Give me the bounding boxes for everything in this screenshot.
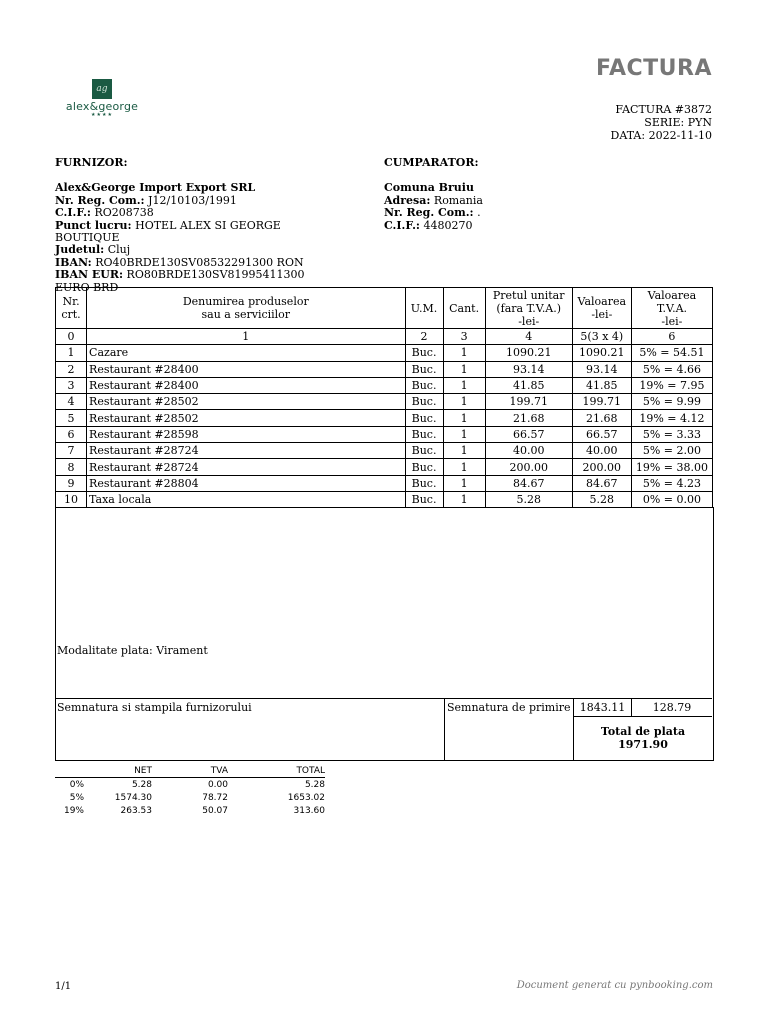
cell-name: Restaurant #28598 xyxy=(87,426,405,442)
invoice-series: SERIE: PYN xyxy=(644,116,712,129)
logo-mark-icon: ag xyxy=(92,79,112,99)
generated-by: Document generat cu pynbooking.com xyxy=(516,980,713,991)
vat-cell: 1574.30 xyxy=(114,792,152,803)
index-cell: 3 xyxy=(443,329,485,345)
cell-nr: 9 xyxy=(56,475,87,491)
cell-name: Restaurant #28400 xyxy=(87,361,405,377)
cell-price: 40.00 xyxy=(485,443,572,459)
cell-vat: 5% = 54.51 xyxy=(631,345,712,361)
vat-cell: 19% xyxy=(63,805,84,816)
vat-cell: 78.72 xyxy=(202,792,228,803)
total-value: 1971.90 xyxy=(618,738,668,751)
table-row xyxy=(56,345,713,361)
cell-name: Restaurant #28400 xyxy=(87,377,405,393)
supplier-iban-eur-value: RO80BRDE130SV81995411300 EURO BRD xyxy=(55,268,305,294)
vat-header-cell: TVA xyxy=(152,764,228,778)
cell-price: 200.00 xyxy=(485,459,572,475)
buyer-address-label: Adresa: xyxy=(384,193,431,207)
cell-value: 84.67 xyxy=(572,475,631,491)
cell-um: Buc. xyxy=(405,345,443,361)
supplier-iban-value: RO40BRDE130SV08532291300 RON xyxy=(95,255,304,269)
vat-cell: 1653.02 xyxy=(287,792,325,803)
cell-um: Buc. xyxy=(405,361,443,377)
cell-nr: 6 xyxy=(56,426,87,442)
vat-cell: 0% xyxy=(69,779,84,790)
cell-qty: 1 xyxy=(443,361,485,377)
cell-name: Restaurant #28724 xyxy=(87,443,405,459)
buyer-cif-label: C.I.F.: xyxy=(384,218,420,232)
buyer-reg-label: Nr. Reg. Com.: xyxy=(384,206,474,220)
cell-um: Buc. xyxy=(405,475,443,491)
cell-name: Restaurant #28502 xyxy=(87,410,405,426)
header-name: Denumirea produselor sau a serviciilor xyxy=(87,288,405,329)
vat-row xyxy=(55,804,325,817)
supplier-cif-label: C.I.F.: xyxy=(55,206,91,220)
header-qty: Cant. xyxy=(443,288,485,329)
cell-nr: 10 xyxy=(56,491,87,507)
cell-nr: 1 xyxy=(56,345,87,361)
vat-header-row xyxy=(55,764,325,778)
cell-price: 21.68 xyxy=(485,410,572,426)
buyer-address-value: Romania xyxy=(433,193,483,207)
cell-name: Restaurant #28502 xyxy=(87,394,405,410)
cell-value: 5.28 xyxy=(572,491,631,507)
table-row xyxy=(56,475,713,491)
supplier-signature: Semnatura si stampila furnizorului xyxy=(55,698,444,760)
index-cell: 1 xyxy=(87,329,405,345)
cell-vat: 19% = 4.12 xyxy=(631,410,712,426)
cell-um: Buc. xyxy=(405,377,443,393)
table-row xyxy=(56,377,713,393)
index-cell: 2 xyxy=(405,329,443,345)
supplier-reg-label: Nr. Reg. Com.: xyxy=(55,193,145,207)
cell-nr: 3 xyxy=(56,377,87,393)
supplier-iban-eur-label: IBAN EUR: xyxy=(55,268,124,282)
vat-cell: 0.00 xyxy=(207,779,228,790)
cell-vat: 5% = 9.99 xyxy=(631,394,712,410)
cell-um: Buc. xyxy=(405,443,443,459)
invoice-number: FACTURA #3872 xyxy=(615,103,712,116)
cell-name: Restaurant #28804 xyxy=(87,475,405,491)
cell-value: 93.14 xyxy=(572,361,631,377)
cell-um: Buc. xyxy=(405,491,443,507)
vat-breakdown-table xyxy=(55,764,325,817)
table-row xyxy=(56,459,713,475)
supplier-cif-value: RO208738 xyxy=(94,206,154,220)
cell-price: 84.67 xyxy=(485,475,572,491)
logo-text: alex&george xyxy=(65,100,139,113)
table-header-row xyxy=(56,288,713,329)
cell-qty: 1 xyxy=(443,394,485,410)
cell-value: 1090.21 xyxy=(572,345,631,361)
vat-cell: 313.60 xyxy=(293,805,325,816)
table-row xyxy=(56,361,713,377)
cell-price: 66.57 xyxy=(485,426,572,442)
cell-vat: 19% = 38.00 xyxy=(631,459,712,475)
cell-price: 5.28 xyxy=(485,491,572,507)
supplier-name: Alex&George Import Export SRL xyxy=(55,181,256,195)
page-number: 1/1 xyxy=(55,981,72,992)
cell-qty: 1 xyxy=(443,491,485,507)
cell-value: 21.68 xyxy=(572,410,631,426)
cell-nr: 8 xyxy=(56,459,87,475)
header-vat: Valoarea T.V.A. -lei- xyxy=(631,288,712,329)
cell-um: Buc. xyxy=(405,426,443,442)
payment-method: Modalitate plata: Virament xyxy=(57,644,208,657)
cell-qty: 1 xyxy=(443,475,485,491)
cell-um: Buc. xyxy=(405,410,443,426)
table-row xyxy=(56,410,713,426)
vat-cell: 5% xyxy=(69,792,84,803)
total-to-pay xyxy=(573,716,712,760)
supplier-point-label: Punct lucru: xyxy=(55,218,132,232)
cell-qty: 1 xyxy=(443,410,485,426)
cell-qty: 1 xyxy=(443,459,485,475)
logo-stars: ★★★★ xyxy=(91,112,113,118)
supplier-point-value: HOTEL ALEX SI GEORGE BOUTIQUE xyxy=(55,218,281,245)
vat-header-cell: TOTAL xyxy=(228,764,325,778)
vat-row xyxy=(55,791,325,804)
vat-cell: 5.28 xyxy=(304,779,325,790)
header-price: Pretul unitar (fara T.V.A.) -lei- xyxy=(485,288,572,329)
table-row xyxy=(56,491,713,507)
cell-vat: 5% = 4.23 xyxy=(631,475,712,491)
cell-price: 199.71 xyxy=(485,394,572,410)
total-label: Total de plata xyxy=(600,725,686,738)
cell-value: 199.71 xyxy=(572,394,631,410)
vat-cell: 50.07 xyxy=(202,805,228,816)
cell-value: 41.85 xyxy=(572,377,631,393)
cell-value: 200.00 xyxy=(572,459,631,475)
cell-qty: 1 xyxy=(443,345,485,361)
buyer-cif-value: 4480270 xyxy=(423,218,473,232)
index-cell: 6 xyxy=(631,329,712,345)
buyer-heading: CUMPARATOR: xyxy=(384,156,479,169)
receiver-signature: Semnatura de primire xyxy=(444,698,573,760)
cell-name: Cazare xyxy=(87,345,405,361)
cell-qty: 1 xyxy=(443,443,485,459)
vat-row xyxy=(55,778,325,792)
cell-vat: 19% = 7.95 xyxy=(631,377,712,393)
vat-cell: 5.28 xyxy=(131,779,152,790)
cell-qty: 1 xyxy=(443,377,485,393)
cell-nr: 2 xyxy=(56,361,87,377)
company-logo xyxy=(64,79,144,123)
cell-qty: 1 xyxy=(443,426,485,442)
supplier-heading: FURNIZOR: xyxy=(55,156,128,169)
table-row xyxy=(56,443,713,459)
cell-price: 93.14 xyxy=(485,361,572,377)
cell-value: 40.00 xyxy=(572,443,631,459)
header-nr: Nr. crt. xyxy=(56,288,87,329)
header-um: U.M. xyxy=(405,288,443,329)
vat-cell: 263.53 xyxy=(120,805,152,816)
sum-net-value: 1843.11 xyxy=(573,698,631,716)
supplier-iban-label: IBAN: xyxy=(55,255,92,269)
index-cell: 4 xyxy=(485,329,572,345)
table-index-row xyxy=(56,329,713,345)
buyer-block xyxy=(384,157,684,232)
cell-price: 1090.21 xyxy=(485,345,572,361)
cell-name: Taxa locala xyxy=(87,491,405,507)
cell-vat: 5% = 2.00 xyxy=(631,443,712,459)
items-table xyxy=(55,287,713,508)
vat-header-cell: NET xyxy=(84,764,152,778)
cell-vat: 0% = 0.00 xyxy=(631,491,712,507)
cell-um: Buc. xyxy=(405,394,443,410)
sum-vat-value: 128.79 xyxy=(631,698,712,716)
supplier-block xyxy=(55,157,327,294)
table-row xyxy=(56,394,713,410)
cell-nr: 4 xyxy=(56,394,87,410)
cell-price: 41.85 xyxy=(485,377,572,393)
vat-header-cell xyxy=(55,764,84,778)
table-row xyxy=(56,426,713,442)
header-value: Valoarea -lei- xyxy=(572,288,631,329)
cell-nr: 5 xyxy=(56,410,87,426)
buyer-name: Comuna Bruiu xyxy=(384,181,474,195)
buyer-reg-value: . xyxy=(477,206,481,220)
supplier-county-value: Cluj xyxy=(107,243,131,257)
invoice-title: FACTURA xyxy=(595,56,712,81)
invoice-date: DATA: 2022-11-10 xyxy=(610,129,712,142)
supplier-reg-value: J12/10103/1991 xyxy=(148,193,237,207)
cell-um: Buc. xyxy=(405,459,443,475)
index-cell: 5(3 x 4) xyxy=(572,329,631,345)
supplier-county-label: Judetul: xyxy=(55,243,105,257)
cell-value: 66.57 xyxy=(572,426,631,442)
invoice-meta xyxy=(540,103,712,142)
cell-name: Restaurant #28724 xyxy=(87,459,405,475)
index-cell: 0 xyxy=(56,329,87,345)
cell-vat: 5% = 3.33 xyxy=(631,426,712,442)
cell-vat: 5% = 4.66 xyxy=(631,361,712,377)
cell-nr: 7 xyxy=(56,443,87,459)
signature-row xyxy=(55,698,712,760)
